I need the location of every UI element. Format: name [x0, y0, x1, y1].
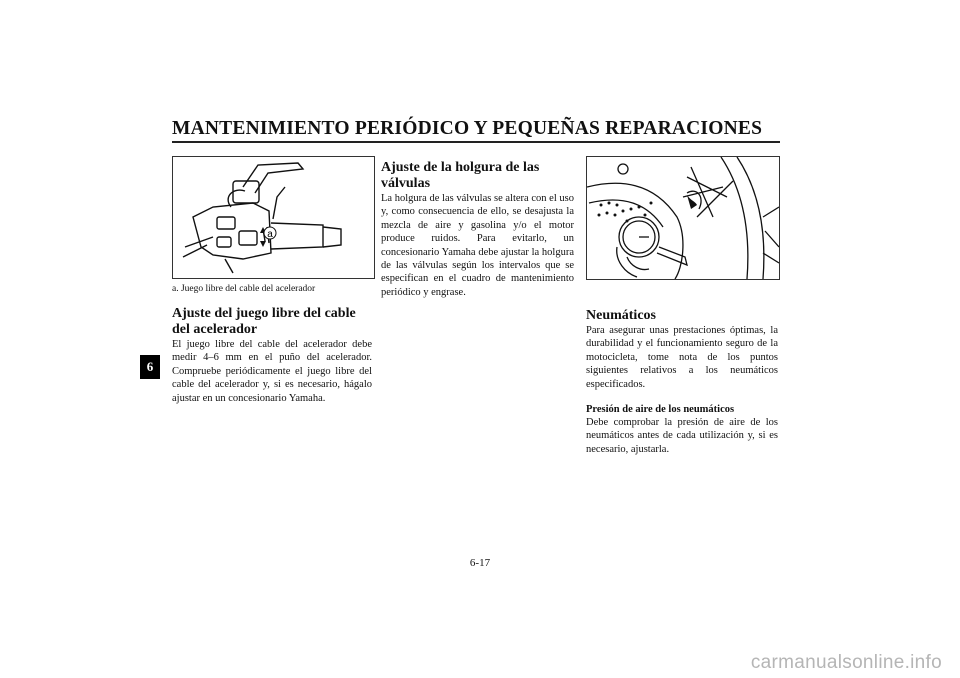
tires-body: Para asegurar unas prestaciones óptimas, la durabilidad y el funcionamiento seguro de la motocicleta, tome nota de los puntos siguientes relativos a los neumáticos especificados.: [586, 325, 778, 390]
valve-section: [381, 160, 574, 299]
chapter-tab: 6: [140, 355, 160, 379]
throttle-figure: [172, 156, 375, 279]
throttle-section: [172, 306, 372, 405]
valve-heading: Ajuste de la holgura de las válvulas: [381, 160, 540, 191]
throttle-body: El juego libre del cable del acelerador debe medir 4–6 mm en el puño del acelerador. Compruebe periódicamente el juego libre del cable del acelerador y, si es necesario, hágalo ajustar en un concesionario Yamaha.: [172, 339, 372, 404]
figure-label-a: a: [267, 229, 273, 240]
figure-caption: a. Juego libre del cable del acelerador: [172, 284, 316, 294]
page-number: 6-17: [469, 557, 491, 569]
tires-section: [586, 308, 778, 456]
page-title: MANTENIMIENTO PERIÓDICO Y PEQUEÑAS REPARACIONES: [172, 118, 763, 139]
tires-heading: Neumáticos: [586, 308, 656, 323]
valve-body: La holgura de las válvulas se altera con el uso y, como consecuencia de ello, se desajusta la mezcla de aire y gasolina y/o el motor produce ruidos. Para evitarlo, un concesionario Yamaha debe ajustar la holgura de las válvulas según los intervalos que se especifican en el cuadro de mantenimiento periódico y engrase.: [381, 193, 574, 298]
watermark: carmanualsonline.info: [750, 652, 942, 673]
tire-pressure-body: Debe comprobar la presión de aire de los neumáticos antes de cada utilización y, si es necesario, ajustarla.: [586, 417, 778, 455]
tire-gauge-figure: [586, 156, 780, 280]
throttle-heading: Ajuste del juego libre del cable del acelerador: [172, 306, 356, 337]
tire-pressure-subheading: Presión de aire de los neumáticos: [586, 404, 735, 416]
header-rule: [172, 141, 780, 143]
